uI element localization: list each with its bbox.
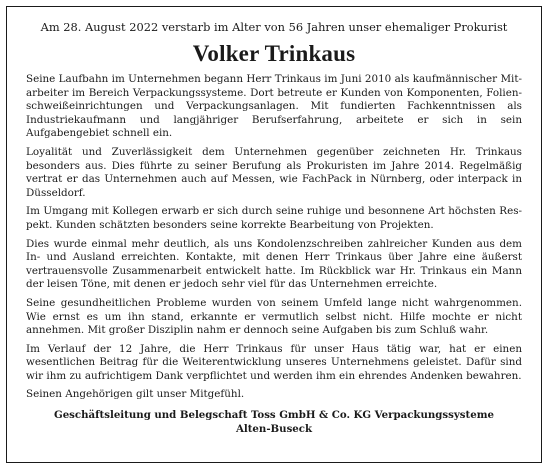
paragraph-gratitude: Im Verlauf der 12 Jahre, die Herr Trinkaus für unser Haus tätig war, hat er einen wesentlichen Beitrag für die Weiterentwicklung unseres Unternehmens geleistet. Dafür sind wir ihm zu aufrichtigem Dank verpflichtet und werden ihm ein ehrendes Andenken bewahren. — [26, 342, 522, 382]
paragraph-colleagues: Im Umgang mit Kollegen erwarb er sich durch seine ruhige und besonnene Art höchsten Respekt. Kunden schätzten besonders seine korrekte Bearbeitung von Projekten. — [26, 205, 522, 231]
signature-location: Alten-Buseck — [235, 423, 313, 436]
deceased-name: Volker Trinkaus — [192, 41, 356, 66]
paragraph-career: Seine Laufbahn im Unternehmen begann Herr Trinkaus im Juni 2010 als kaufmännischer Mitarbeiter im Bereich Verpackungssysteme. Dort betreute er Kunden von Komponenten, Folienschweißeinrichtungen und Verpackungsanlagen. Mit fundierten Fachkenntnissen als Industriekaufmann und langjähriger Berufserfahrung, arbeitete er sich in sein Aufgabengebiet schnell ein. — [26, 73, 522, 140]
intro-line: Am 28. August 2022 verstarb im Alter von 56 Jahren unser ehemaliger Prokurist — [40, 20, 508, 34]
paragraph-sympathy: Seinen Angehörigen gilt unser Mitgefühl. — [26, 388, 245, 401]
obituary-notice — [6, 6, 542, 463]
paragraph-loyalty: Loyalität und Zuverlässigkeit dem Unternehmen gegenüber zeichneten Hr. Trinkaus besonders aus. Dies führte zu seiner Berufung als Prokuristen im Jahre 2014. Regelmäßig vertrat er das Unternehmen auch auf Messen, wie FachPack in Nürnberg, oder interpack in Düsseldorf. — [26, 145, 522, 199]
paragraph-condolences: Dies wurde einmal mehr deutlich, als uns Kondolenzschreiben zahlreicher Kunden aus dem In- und Ausland erreichten. Kontakte, mit denen Herr Trinkaus über Jahre eine äußerst vertrauensvolle Zusammenarbeit entwickelt hatte. Im Rückblick war Hr. Trinkaus ein Mann der leisen Töne, mit denen er jedoch sehr viel für das Unternehmen erreichte. — [26, 237, 522, 291]
paragraph-health: Seine gesundheitlichen Probleme wurden von seinem Umfeld lange nicht wahrgenommen. Wie ernst es um ihn stand, erkannte er vermutlich selbst nicht. Hilfe mochte er nicht annehmen. Mit großer Disziplin nahm er dennoch seine Aufgaben bis zum Schluß wahr. — [26, 296, 522, 337]
signature-company: Geschäftsleitung und Belegschaft Toss GmbH & Co. KG Verpackungssysteme — [54, 409, 494, 422]
